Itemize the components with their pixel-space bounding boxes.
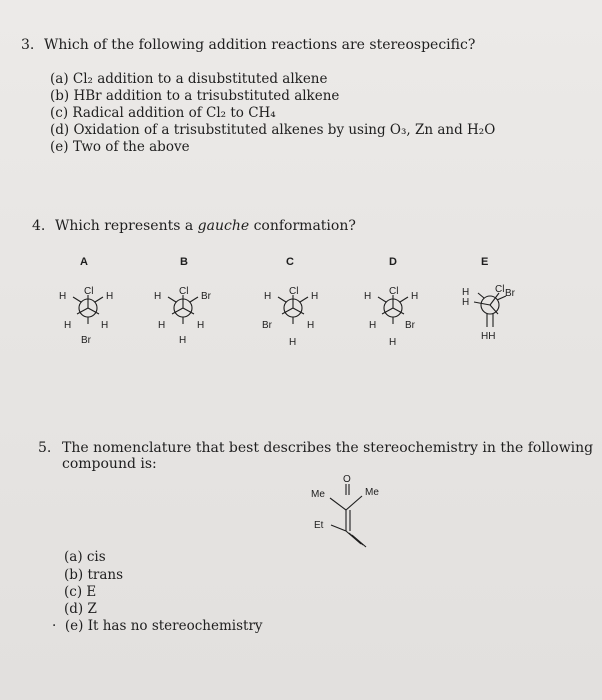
d-back-left-label: H (369, 320, 377, 331)
b-back-left-label: H (158, 320, 166, 331)
q4-label-e: E (481, 256, 489, 268)
q5-me-left-label: Me (311, 489, 325, 500)
newman-b (168, 295, 198, 324)
q4-label-a: A (80, 256, 88, 268)
q5-option-a: (a) cis (64, 549, 106, 565)
q3-number: 3. (21, 37, 35, 53)
c-back-left-label: Br (262, 320, 272, 331)
q5-option-e: · (e) It has no stereochemistry (52, 618, 263, 634)
q5-number: 5. (38, 440, 52, 456)
d-left-label: H (364, 291, 372, 302)
q3-option-c: (c) Radical addition of Cl₂ to CH₄ (50, 105, 276, 121)
q4-label-b: B (180, 256, 188, 268)
q5-molecule (330, 484, 366, 547)
c-bottom-label: H (289, 337, 297, 348)
newman-d (378, 295, 408, 324)
q3-option-d: (d) Oxidation of a trisubstituted alkenes by using O₃, Zn and H₂O (50, 122, 496, 138)
a-top-label: Cl (84, 286, 94, 297)
q5-option-b: (b) trans (64, 567, 124, 583)
newman-a (73, 295, 103, 324)
d-bottom-label: H (389, 337, 397, 348)
q4-label-d: D (389, 256, 397, 268)
e-bottom-label: HH (481, 331, 496, 342)
q5-carbonyl-label: O (343, 474, 351, 485)
q4-number: 4. (32, 218, 46, 234)
c-left-label: H (264, 291, 272, 302)
q4-question-end: conformation? (249, 218, 356, 234)
q3-option-b: (b) HBr addition to a trisubstituted alkene (50, 88, 340, 104)
q5-option-c: (c) E (64, 584, 97, 600)
e-left-bottom-label: H (462, 297, 470, 308)
b-bottom-label: H (179, 335, 187, 346)
q4-question-italic: gauche (197, 218, 250, 234)
newman-e (474, 293, 506, 327)
c-top-label: Cl (289, 286, 299, 297)
q3-option-a: (a) Cl₂ addition to a disubstituted alkene (50, 71, 328, 87)
c-back-right-label: H (307, 320, 315, 331)
b-back-right-label: H (197, 320, 205, 331)
d-back-right-label: Br (405, 320, 415, 331)
q5-option-d: (d) Z (64, 601, 97, 617)
q5-question: The nomenclature that best describes the stereochemistry in the following compound is: (62, 440, 594, 472)
a-left-label: H (59, 291, 67, 302)
q3-option-e: (e) Two of the above (50, 139, 190, 155)
q5-option-e-text: (e) It has no stereochemistry (64, 618, 263, 634)
a-back-left-label: H (64, 320, 72, 331)
q4-question-start: Which represents a (55, 218, 198, 234)
a-right-label: H (106, 291, 114, 302)
q3-question: Which of the following addition reactions are stereospecific? (44, 37, 476, 53)
e-top-label: Cl (495, 284, 505, 295)
a-back-right-label: H (101, 320, 109, 331)
b-right-label: Br (201, 291, 211, 302)
a-bottom-label: Br (81, 335, 91, 346)
e-right-label: Br (505, 288, 515, 299)
newman-c (278, 295, 308, 324)
e-left-top-label: H (462, 287, 470, 298)
c-right-label: H (311, 291, 319, 302)
q4-label-c: C (286, 256, 294, 268)
b-top-label: Cl (179, 286, 189, 297)
q5-me-right-label: Me (365, 487, 379, 498)
q5-et-label: Et (314, 520, 324, 531)
d-right-label: H (411, 291, 419, 302)
d-top-label: Cl (389, 286, 399, 297)
b-left-label: H (154, 291, 162, 302)
